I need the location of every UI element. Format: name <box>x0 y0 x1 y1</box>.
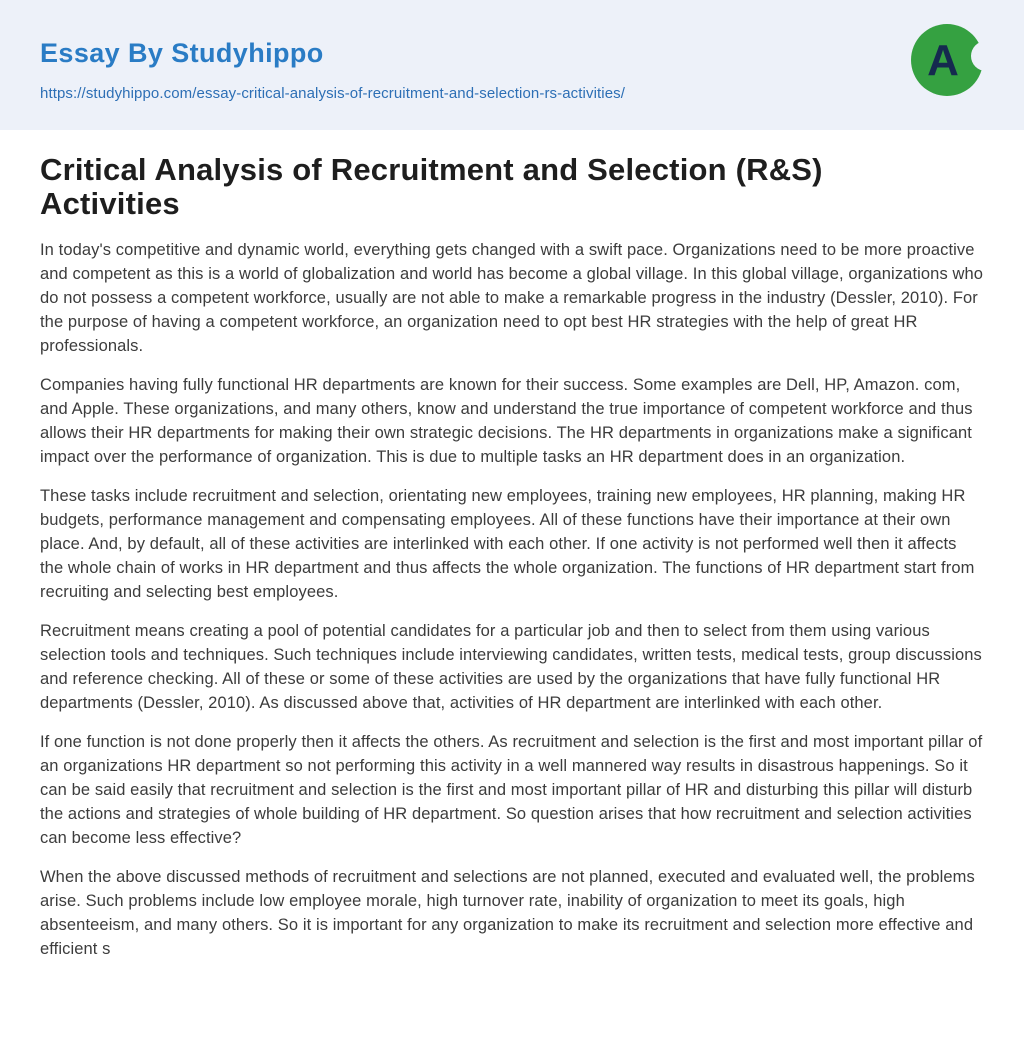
page-header <box>0 0 1024 130</box>
article-content <box>0 130 1024 961</box>
article-paragraph: When the above discussed methods of recruitment and selections are not planned, executed and evaluated well, the problems arise. Such problems include low employee morale, high turnover rate, inability of organization to meet its goals, high absenteeism, and many others. So it is important for any organization to make its recruitment and selection more effective and efficient s <box>40 868 975 958</box>
article-paragraph: Companies having fully functional HR departments are known for their success. Some examples are Dell, HP, Amazon. com, and Apple. These organizations, and many others, know and understand the true importance of competent workforce and thus allows their HR departments for making their own strategic decisions. The HR departments in organizations make a significant impact over the performance of organization. This is due to multiple tasks an HR department does in an organization. <box>40 376 973 466</box>
article-paragraph: In today's competitive and dynamic world, everything gets changed with a swift pace. Organizations need to be more proactive and competent as this is a world of globalization and world has become a global village. In this global village, organizations who do not possess a competent workforce, usually are not able to make a remarkable progress in the industry (Dessler, 2010). For the purpose of having a competent workforce, an organization need to opt best HR strategies with the help of great HR professionals. <box>40 241 984 355</box>
article-title: Critical Analysis of Recruitment and Selection (R&S) Activities <box>40 152 823 221</box>
site-title: Essay By Studyhippo <box>40 38 324 68</box>
logo-letter: A <box>927 36 959 85</box>
article-paragraph: Recruitment means creating a pool of potential candidates for a particular job and then to select from them using various selection tools and techniques. Such techniques include interviewing candidates, written tests, medical tests, group discussions and reference checking. All of these or some of these activities are used by the organizations that have fully functional HR departments (Dessler, 2010). As discussed above that, activities of HR department are interlinked with each other. <box>40 622 982 712</box>
studyhippo-logo <box>909 22 985 98</box>
article-paragraph: These tasks include recruitment and selection, orientating new employees, training new employees, HR planning, making HR budgets, performance management and compensating employees. All of these functions have their importance at their own place. And, by default, all of these activities are interlinked with each other. If one activity is not performed well then it affects the whole chain of works in HR department and thus affects the whole organization. The functions of HR department start from recruiting and selecting best employees. <box>40 487 975 601</box>
essay-url-link[interactable]: https://studyhippo.com/essay-critical-analysis-of-recruitment-and-selection-rs-activities/ <box>40 85 626 102</box>
article-paragraph: If one function is not done properly then it affects the others. As recruitment and selection is the first and most important pillar of an organizations HR department so not performing this activity in a well mannered way results in disastrous happenings. So it can be said easily that recruitment and selection is the first and most important pillar of HR and disturbing this pillar will disturb the actions and strategies of whole building of HR department. So question arises that how recruitment and selection activities can become less effective? <box>40 733 983 847</box>
studyhippo-logo-icon <box>909 22 985 98</box>
